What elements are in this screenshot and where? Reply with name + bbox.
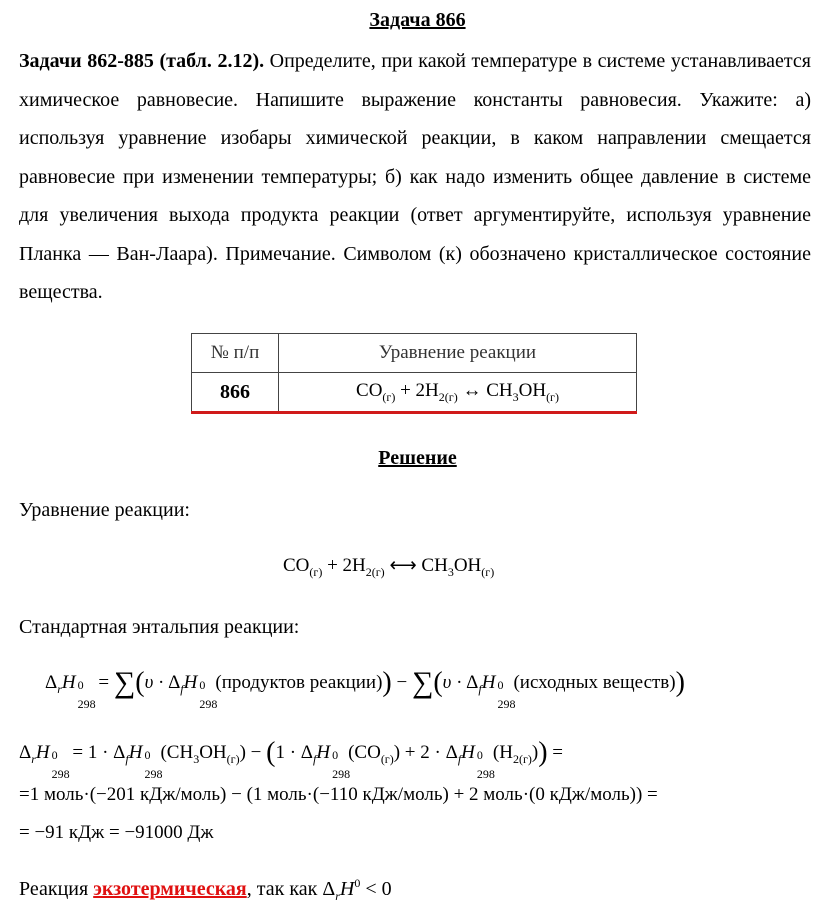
- enthalpy-calc-line-2: =1 моль·(−201 кДж/моль) − (1 моль·(−110 кДж/моль) + 2 моль·(0 кДж/моль)) =: [19, 784, 658, 805]
- reaction-label: Уравнение реакции:: [19, 499, 190, 521]
- enthalpy-label: Стандартная энтальпия реакции:: [19, 616, 300, 638]
- solution-title: Решение: [378, 447, 457, 469]
- reaction-equation: $CO_{(г)} + 2H_{2(г)}$ ⟷ $CH_3OH_{(г)}$: [283, 555, 495, 579]
- task-text: Определите, при какой температуре в системе устанавливается химическое равновесие. Напишите выражение константы равновесия. Укажите: а) используя уравнение изобары химической реакции, в каком направлении смещается равновесие при изменении температуры; б) как надо изменить общее давление в системе для увеличения выхода продукта реакции (ответ аргументируйте, используя уравнение Планка — Ван-Лаара). Примечание. Символом (к) обозначено кристаллическое состояние вещества.: [19, 50, 811, 303]
- task-title: Задача 866: [369, 9, 466, 31]
- table-cell-num: 866: [192, 373, 279, 413]
- task-lead: Задачи 862-885 (табл. 2.12).: [19, 50, 265, 72]
- enthalpy-calc-line-1: $\Delta_rH$ 0 298 = $1 \cdot \Delta_fH$ 0 298 $(CH_3OH_{(г)}) - (1 \cdot \Delta_fH$ 0 298 $(CO_{(г)}) + 2 \cdot \Delta_fH$ 0 298 $(H_{2(г)})$) =: [19, 737, 564, 781]
- reactants-text: (исходных веществ): [513, 672, 676, 693]
- enthalpy-calc-line-3: = −91 кДж = −91000 Дж: [19, 822, 214, 843]
- products-text: (продуктов реакции): [215, 672, 383, 693]
- table-header-equation: Уравнение реакции: [279, 334, 637, 373]
- conclusion-suffix: , так как: [246, 878, 318, 900]
- conclusion-prefix: Реакция: [19, 878, 89, 900]
- table-header-num: № п/п: [192, 334, 279, 373]
- table-row: [192, 373, 637, 413]
- reaction-table: [191, 333, 637, 414]
- task-statement: [19, 42, 811, 312]
- enthalpy-general-formula: $\Delta_rH$ 0 298 = $\sum(\upsilon \cdot \Delta_fH$ 0 298 (продуктов реакции)) − $\sum(\upsilon \cdot \Delta_fH$ 0 298 (исходных веществ)): [45, 666, 685, 711]
- exothermic-highlight: экзотермическая: [93, 878, 247, 900]
- conclusion-line: Реакция экзотермическая, так как $\Delta_rH^0 < 0$: [19, 876, 392, 903]
- table-cell-equation: $CO_{(г)} + 2H_{2(г)}$ ↔ $CH_3OH_{(г)}$: [279, 373, 637, 413]
